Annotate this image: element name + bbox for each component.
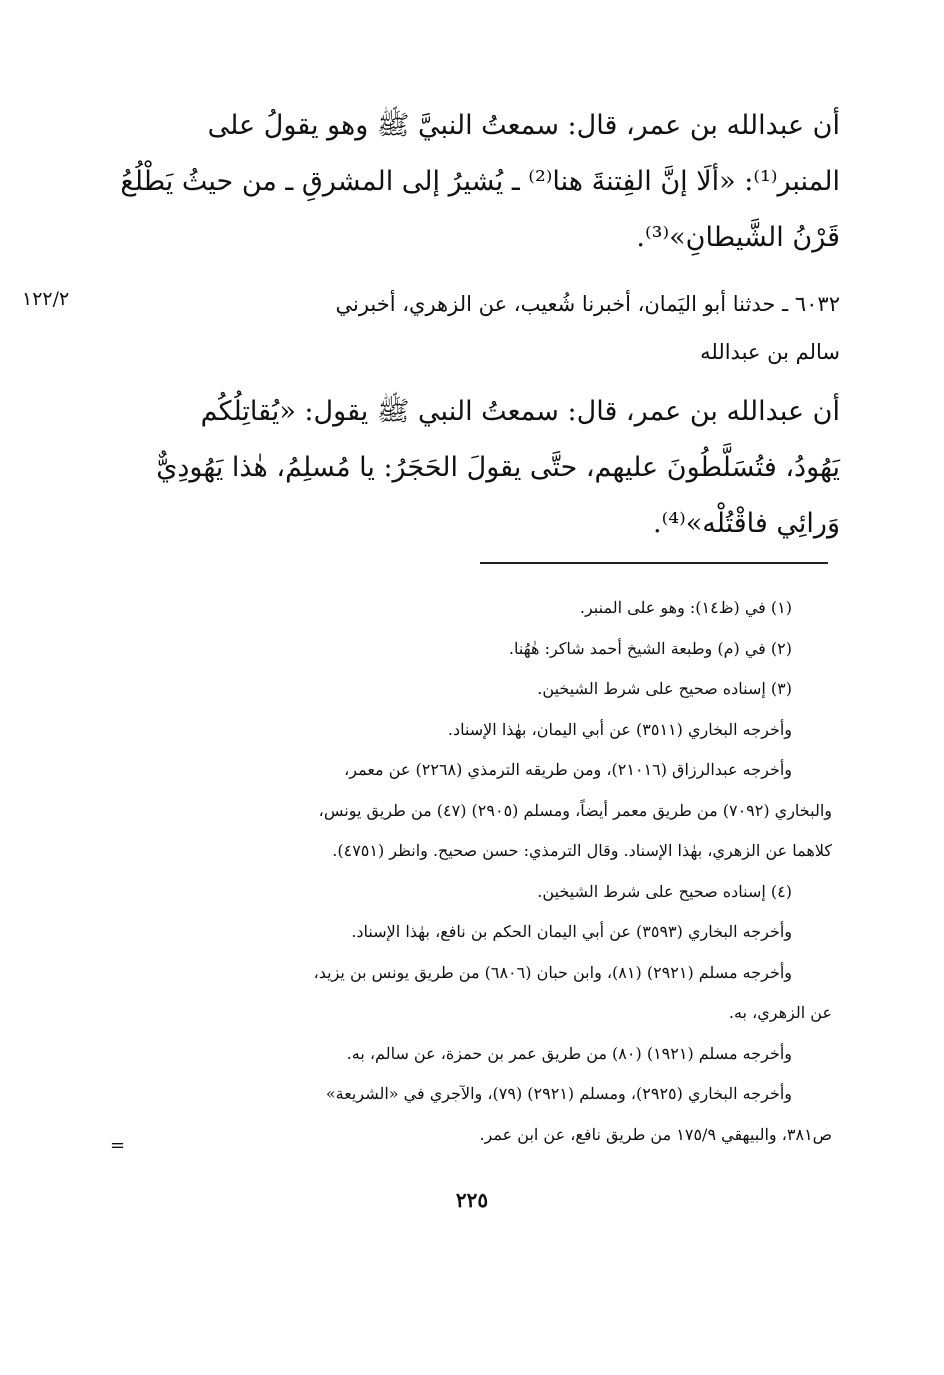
footnote-line: وأخرجه البخاري (٢٩٢٥)، ومسلم (٢٩٢١) (٧٩)، والآجري في «الشريعة»	[325, 1084, 792, 1103]
footnote-line: (٤) إسناده صحيح على شرط الشيخين.	[537, 881, 792, 901]
margin-reference: ١٢٢/٢	[22, 288, 70, 310]
main-line: أن عبدالله بن عمر، قال: سمعتُ النبيَّ ﷺ وهو يقولُ على	[207, 110, 840, 141]
footnote-line: ص٣٨١، والبيهقي ١٧٥/٩ من طريق نافع، عن ابن عمر.	[479, 1124, 832, 1144]
footnote-line: (٢) في (م) وطبعة الشيخ أحمد شاكر: هٰهُنا.	[508, 638, 792, 658]
footnote-line: وأخرجه البخاري (٣٥١١) عن أبي اليمان، بهٰذا الإسناد.	[447, 719, 792, 739]
footnote-divider	[480, 562, 828, 564]
footnote-line: كلاهما عن الزهري، بهٰذا الإسناد. وقال الترمذي: حسن صحيح. وانظر (٤٧٥١).	[332, 841, 832, 860]
footnote-line: عن الزهري، به.	[728, 1003, 832, 1022]
main-line: يَهُودُ، فتُسَلَّطُونَ عليهم، حتَّى يقولَ الحَجَرُ: يا مُسلِمُ، هٰذا يَهُودِيٌّ	[156, 452, 840, 483]
main-line: أن عبدالله بن عمر، قال: سمعتُ النبي ﷺ يقول: «يُقاتِلُكُم	[200, 396, 840, 427]
footnote-line: وأخرجه عبدالرزاق (٢١٠١٦)، ومن طريقه الترمذي (٢٢٦٨) عن معمر،	[344, 760, 792, 779]
footnote-line: وأخرجه مسلم (١٩٢١) (٨٠) من طريق عمر بن حمزة، عن سالم، به.	[346, 1043, 792, 1063]
hadith-text-block-1	[120, 98, 840, 266]
main-line: المنبر⁽¹⁾: «ألَا إنَّ الفِتنةَ هنا⁽²⁾ ـ يُشيرُ إلى المشرقِ ـ من حيثُ يَطْلُعُ	[120, 166, 840, 197]
continuation-mark: =	[110, 1135, 126, 1156]
hadith-chain-intro	[130, 280, 840, 376]
intro-line: سالم بن عبدالله	[700, 340, 840, 364]
footnote-line: (١) في (ظ١٤): وهو على المنبر.	[579, 598, 792, 617]
footnote-line: والبخاري (٧٠٩٢) من طريق معمر أيضاً، ومسلم (٢٩٠٥) (٤٧) من طريق يونس،	[318, 800, 832, 820]
footnote-line: (٣) إسناده صحيح على شرط الشيخين.	[537, 679, 792, 698]
page-number: ٢٢٥	[455, 1188, 489, 1212]
hadith-text-block-2	[130, 384, 840, 552]
footnote-line: وأخرجه مسلم (٢٩٢١) (٨١)، وابن حبان (٦٨٠٦) من طريق يونس بن يزيد،	[313, 962, 792, 982]
intro-line: ٦٠٣٢ ـ حدثنا أبو اليَمان، أخبرنا شُعيب، عن الزهري، أخبرني	[335, 292, 840, 316]
footnotes-section	[120, 588, 832, 1155]
footnote-line: وأخرجه البخاري (٣٥٩٣) عن أبي اليمان الحكم بن نافع، بهٰذا الإسناد.	[351, 922, 792, 941]
main-line: قَرْنُ الشَّيطانِ»⁽³⁾.	[636, 222, 840, 253]
main-line: وَرائِي فاقْتُلْه»⁽⁴⁾.	[653, 508, 840, 539]
